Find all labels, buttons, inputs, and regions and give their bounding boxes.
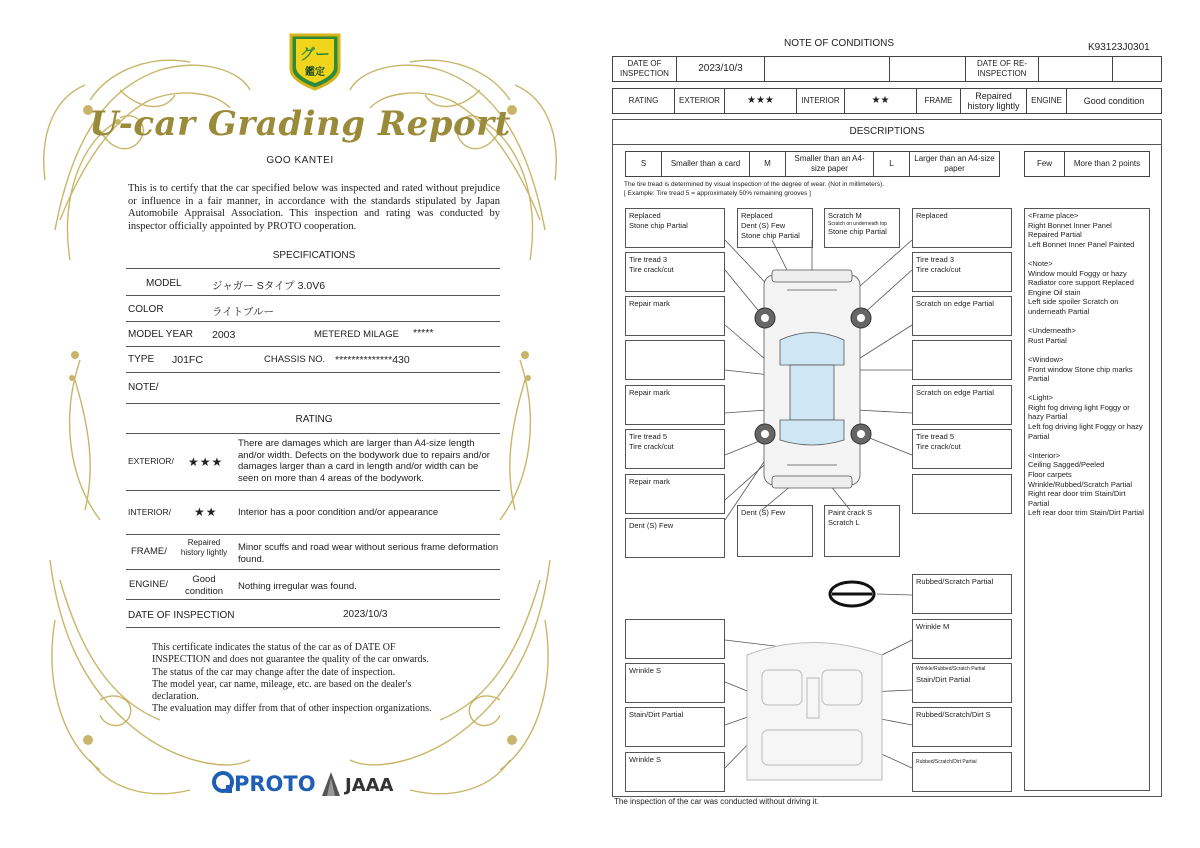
- date-inspection-label: DATE OF INSPECTION: [613, 57, 677, 82]
- condition-box-title: Scratch M: [828, 211, 862, 220]
- size-m-desc: Smaller than an A4-size paper: [786, 152, 874, 177]
- report-subtitle: GOO KANTEI: [266, 155, 334, 166]
- exterior-stars: ★★★: [725, 89, 797, 114]
- few-legend-table: [1024, 151, 1150, 177]
- date-of-inspection-label: DATE OF INSPECTION: [128, 610, 235, 621]
- conditions-title: NOTE OF CONDITIONS: [784, 38, 894, 49]
- condition-box-small-note: Scratch on underneath top: [828, 221, 887, 227]
- divider: [126, 372, 500, 373]
- exterior-description: There are damages which are larger than A4-size length and/or width. Defects on the bodywork due to repairs and/or damages larger than a card in length and/or width can be seen on more than 4 areas of the bodywork.: [238, 438, 490, 484]
- proto-logo-icon: [212, 771, 234, 795]
- exterior-label: EXTERIOR/: [128, 456, 174, 466]
- disclaimer-line: This certificate indicates the status of the car as of DATE OF: [152, 642, 396, 653]
- interior-label: INTERIOR/: [128, 507, 171, 517]
- report-title: U-car Grading Report: [89, 104, 511, 144]
- condition-box-trunk: Dent (S) Few: [737, 505, 813, 557]
- chassis-label: CHASSIS NO.: [264, 354, 326, 365]
- condition-box-front-bumper: [824, 208, 900, 248]
- date-of-inspection-value: 2023/10/3: [343, 609, 388, 620]
- frame-value: Repaired history lightly: [961, 89, 1027, 114]
- date-inspection-value: 2023/10/3: [677, 57, 765, 82]
- descriptions-heading: DESCRIPTIONS: [612, 119, 1162, 145]
- divider: [126, 295, 500, 296]
- interior-label: INTERIOR: [797, 89, 845, 114]
- condition-box-rear-bumper: Paint crack S Scratch L: [824, 505, 900, 557]
- disclaimer-line: declaration.: [152, 691, 199, 703]
- disclaimer-line: INSPECTION and does not guarantee the quality of the car onwards.: [152, 654, 429, 666]
- divider: [126, 346, 500, 347]
- specifications-heading: SPECIFICATIONS: [272, 250, 356, 261]
- divider: [126, 268, 500, 269]
- frame-label: FRAME: [917, 89, 961, 114]
- divider: [126, 569, 500, 570]
- divider: [126, 490, 500, 491]
- rating-label: RATING: [613, 89, 675, 114]
- size-s-desc: Smaller than a card: [662, 152, 750, 177]
- interior-stars: ★★: [845, 89, 917, 114]
- condition-box-rear-left: Repair mark: [625, 474, 725, 514]
- exterior-stars: ★★★: [188, 455, 224, 469]
- jaaa-logo: JAAA: [345, 775, 394, 796]
- type-value: J01FC: [172, 354, 203, 366]
- inspection-dates-table: [612, 56, 1162, 82]
- color-value: ライトブルー: [212, 306, 274, 318]
- condition-box-right-front-door: Scratch on edge Partial: [912, 296, 1012, 336]
- proto-logo: PROTO: [234, 772, 316, 796]
- rating-table: [612, 88, 1162, 114]
- tread-example: [ Example: Tire tread 5 = approximately 50% remaining grooves ]: [624, 190, 811, 197]
- interior-box-ceiling: [625, 619, 725, 659]
- interior-box-left-door-trim: Stain/Dirt Partial: [625, 707, 725, 747]
- disclaimer-line: The model year, car name, mileage, etc. are based on the dealer's: [152, 678, 412, 690]
- interior-box-dashboard: Wrinkle M: [912, 619, 1012, 659]
- svg-text:グー: グー: [299, 45, 331, 63]
- divider: [126, 321, 500, 322]
- divider: [126, 627, 500, 628]
- disclaimer: [152, 642, 472, 716]
- size-few-desc: More than 2 points: [1065, 152, 1150, 177]
- svg-text:鑑定: 鑑定: [305, 67, 325, 78]
- condition-box-front-left: Replaced Stone chip Partial: [625, 208, 725, 248]
- engine-description: Nothing irregular was found.: [238, 581, 357, 592]
- condition-box-rear-right: [912, 474, 1012, 514]
- condition-box-front-right: Replaced: [912, 208, 1012, 248]
- color-label: COLOR: [128, 304, 164, 315]
- engine-value: Good condition: [1067, 89, 1162, 114]
- exterior-label: EXTERIOR: [675, 89, 725, 114]
- condition-box-tire-front-left: Tire tread 3 Tire crack/cut: [625, 252, 725, 292]
- size-l-desc: Larger than an A4-size paper: [910, 152, 1000, 177]
- interior-box-front-right-seat: [912, 663, 1012, 703]
- chassis-value: **************430: [335, 354, 410, 366]
- certify-statement: This is to certify that the car specified below was inspected and rated without prejudice or influence in a fair manner, in accordance with the standards stipulated by Japan Automobile Appraisal Association. This inspection and rating was conducted by inspector officially appointed by PROTO cooperation.: [128, 183, 500, 232]
- date-reinspection-label: DATE OF RE-INSPECTION: [966, 57, 1039, 82]
- interior-box-right-door-trim: Rubbed/Scratch/Dirt S: [912, 707, 1012, 747]
- condition-box-front-left-fender: Replaced Dent (S) Few Stone chip Partial: [737, 208, 813, 248]
- tread-note: The tire tread is determined by visual inspection of the degree of wear. (Not in millimeters).: [624, 181, 885, 188]
- condition-notes-list: <Frame place> Right Bonnet Inner Panel Repaired Partial Left Bonnet Inner Panel Painted <Note> Window mould Foggy or hazy Radiator core support Replaced Engine Oil stain Left side spoiler Scratch on underneath Partial <Underneath> Rust Partial <Window> Front window Stone chip marks Partial <Light> Right fog driving light Foggy or hazy Partial Left fog driving light Foggy or hazy Partial <Interior> Ceiling Sagged/Peeled Floor carpets Wrinkle/Rubbed/Scratch Partial Right rear door trim Stain/Dirt Partial Left rear door trim Stain/Dirt Partial: [1024, 208, 1150, 791]
- interior-box-steering: Rubbed/Scratch Partial: [912, 574, 1012, 614]
- size-m-label: M: [750, 152, 786, 177]
- divider: [126, 403, 500, 404]
- condition-box-tire-rear-left: Tire tread 5 Tire crack/cut: [625, 429, 725, 469]
- mileage-value: *****: [413, 327, 434, 339]
- divider: [126, 534, 500, 535]
- condition-box-left-front-door: Repair mark: [625, 296, 725, 336]
- date-reinspection-value: [1039, 57, 1113, 82]
- disclaimer-line: The evaluation may differ from that of other inspection organizations.: [152, 703, 432, 715]
- condition-box-tire-rear-right: Tire tread 5 Tire crack/cut: [912, 429, 1012, 469]
- frame-description: Minor scuffs and road wear without serious frame deformation found.: [238, 542, 499, 565]
- size-few-label: Few: [1025, 152, 1065, 177]
- interior-box-small-note: Wrinkle/Rubbed/Scratch Partial: [916, 666, 986, 672]
- condition-box-left-rear-door: Repair mark: [625, 385, 725, 425]
- size-l-label: L: [874, 152, 910, 177]
- interior-box-rear-left-seat: Wrinkle S: [625, 752, 725, 792]
- note-label: NOTE/: [128, 382, 159, 393]
- interior-box-text: Stain/Dirt Partial: [916, 675, 971, 684]
- size-legend-table: [625, 151, 1000, 177]
- footnote: The inspection of the car was conducted without driving it.: [614, 797, 819, 806]
- model-label: MODEL: [146, 278, 182, 289]
- jaaa-logo-icon: [320, 770, 342, 798]
- rating-heading: RATING: [295, 414, 333, 425]
- interior-box-small-note: Rubbed/Scratch/Dirt Partial: [916, 759, 977, 765]
- interior-stars: ★★: [194, 505, 218, 519]
- model-year-value: 2003: [212, 329, 236, 341]
- engine-label: ENGINE: [1027, 89, 1067, 114]
- engine-label: ENGINE/: [129, 579, 169, 590]
- interior-box-rear-right-seat: [912, 752, 1012, 792]
- divider: [126, 433, 500, 434]
- engine-value: Good condition: [184, 574, 224, 597]
- size-s-label: S: [626, 152, 662, 177]
- condition-box-right-center: [912, 340, 1012, 380]
- interior-description: Interior has a poor condition and/or appearance: [238, 507, 439, 518]
- mileage-label: METERED MILAGE: [314, 329, 399, 340]
- disclaimer-line: The status of the car may change after the date of inspection.: [152, 666, 396, 678]
- condition-box-rear-bumper-left: Dent (S) Few: [625, 518, 725, 558]
- empty-cell: [1113, 57, 1162, 82]
- frame-label: FRAME/: [131, 546, 167, 557]
- condition-box-tire-front-right: Tire tread 3 Tire crack/cut: [912, 252, 1012, 292]
- model-year-label: MODEL YEAR: [128, 329, 194, 340]
- report-code: K93123J0301: [1088, 42, 1150, 53]
- empty-cell: [890, 57, 966, 82]
- condition-box-left-center: [625, 340, 725, 380]
- condition-box-text: Stone chip Partial: [828, 227, 887, 236]
- divider: [126, 599, 500, 600]
- condition-box-right-rear-door: Scratch on edge Partial: [912, 385, 1012, 425]
- goo-kantei-badge: [287, 31, 343, 91]
- interior-box-front-left-seat: Wrinkle S: [625, 663, 725, 703]
- empty-cell: [765, 57, 890, 82]
- frame-value: Repaired history lightly: [180, 538, 228, 557]
- type-label: TYPE: [128, 354, 155, 365]
- model-value: ジャガー Sタイプ 3.0V6: [212, 280, 326, 292]
